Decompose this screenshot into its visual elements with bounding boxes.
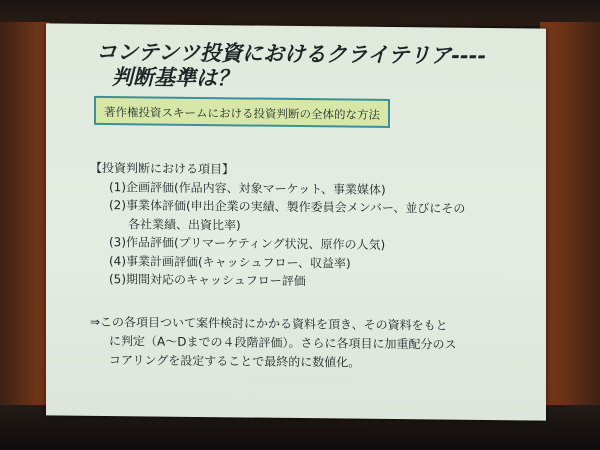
- slide-title-line1: コンテンツ投資におけるクライテリア----: [96, 39, 487, 68]
- ceiling-shadow: [0, 0, 600, 26]
- section-heading: 【投資判断における項目】: [90, 160, 235, 177]
- subtitle-box: 著作権投資スキームにおける投資判断の全体的な方法: [94, 96, 390, 128]
- list-item: (2)事業体評価(申出企業の実績、製作委員会メンバー、並びにその: [109, 198, 466, 216]
- list-item: (3)作品評価(プリマーケティング状況、原作の人気): [109, 235, 386, 252]
- criteria-list: [90, 159, 510, 293]
- list-item-continuation: 各社業績、出資比率): [128, 216, 241, 232]
- slide-title-line2: 判断基準は？: [112, 65, 238, 91]
- note-line: コアリングを設定することで最終的に数値化。: [109, 353, 361, 370]
- note-line: ⇒この各項目ついて案件検討にかかる資料を頂き、その資料をもと: [90, 314, 448, 333]
- evaluation-note: [90, 313, 510, 374]
- list-item: (5)期間対応のキャッシュフロー評価: [109, 272, 306, 289]
- slide-title: [96, 40, 536, 95]
- wall-left: [0, 22, 50, 417]
- projected-slide: [46, 23, 546, 420]
- list-item: (1)企画評価(作品内容、対象マーケット、事業媒体): [109, 179, 386, 197]
- list-item: (4)事業計画評価(キャッシュフロー、収益率): [109, 253, 351, 271]
- wall-right: [540, 22, 600, 417]
- note-line: に判定（A～Dまでの４段階評価）。さらに各項目に加重配分のス: [109, 334, 457, 352]
